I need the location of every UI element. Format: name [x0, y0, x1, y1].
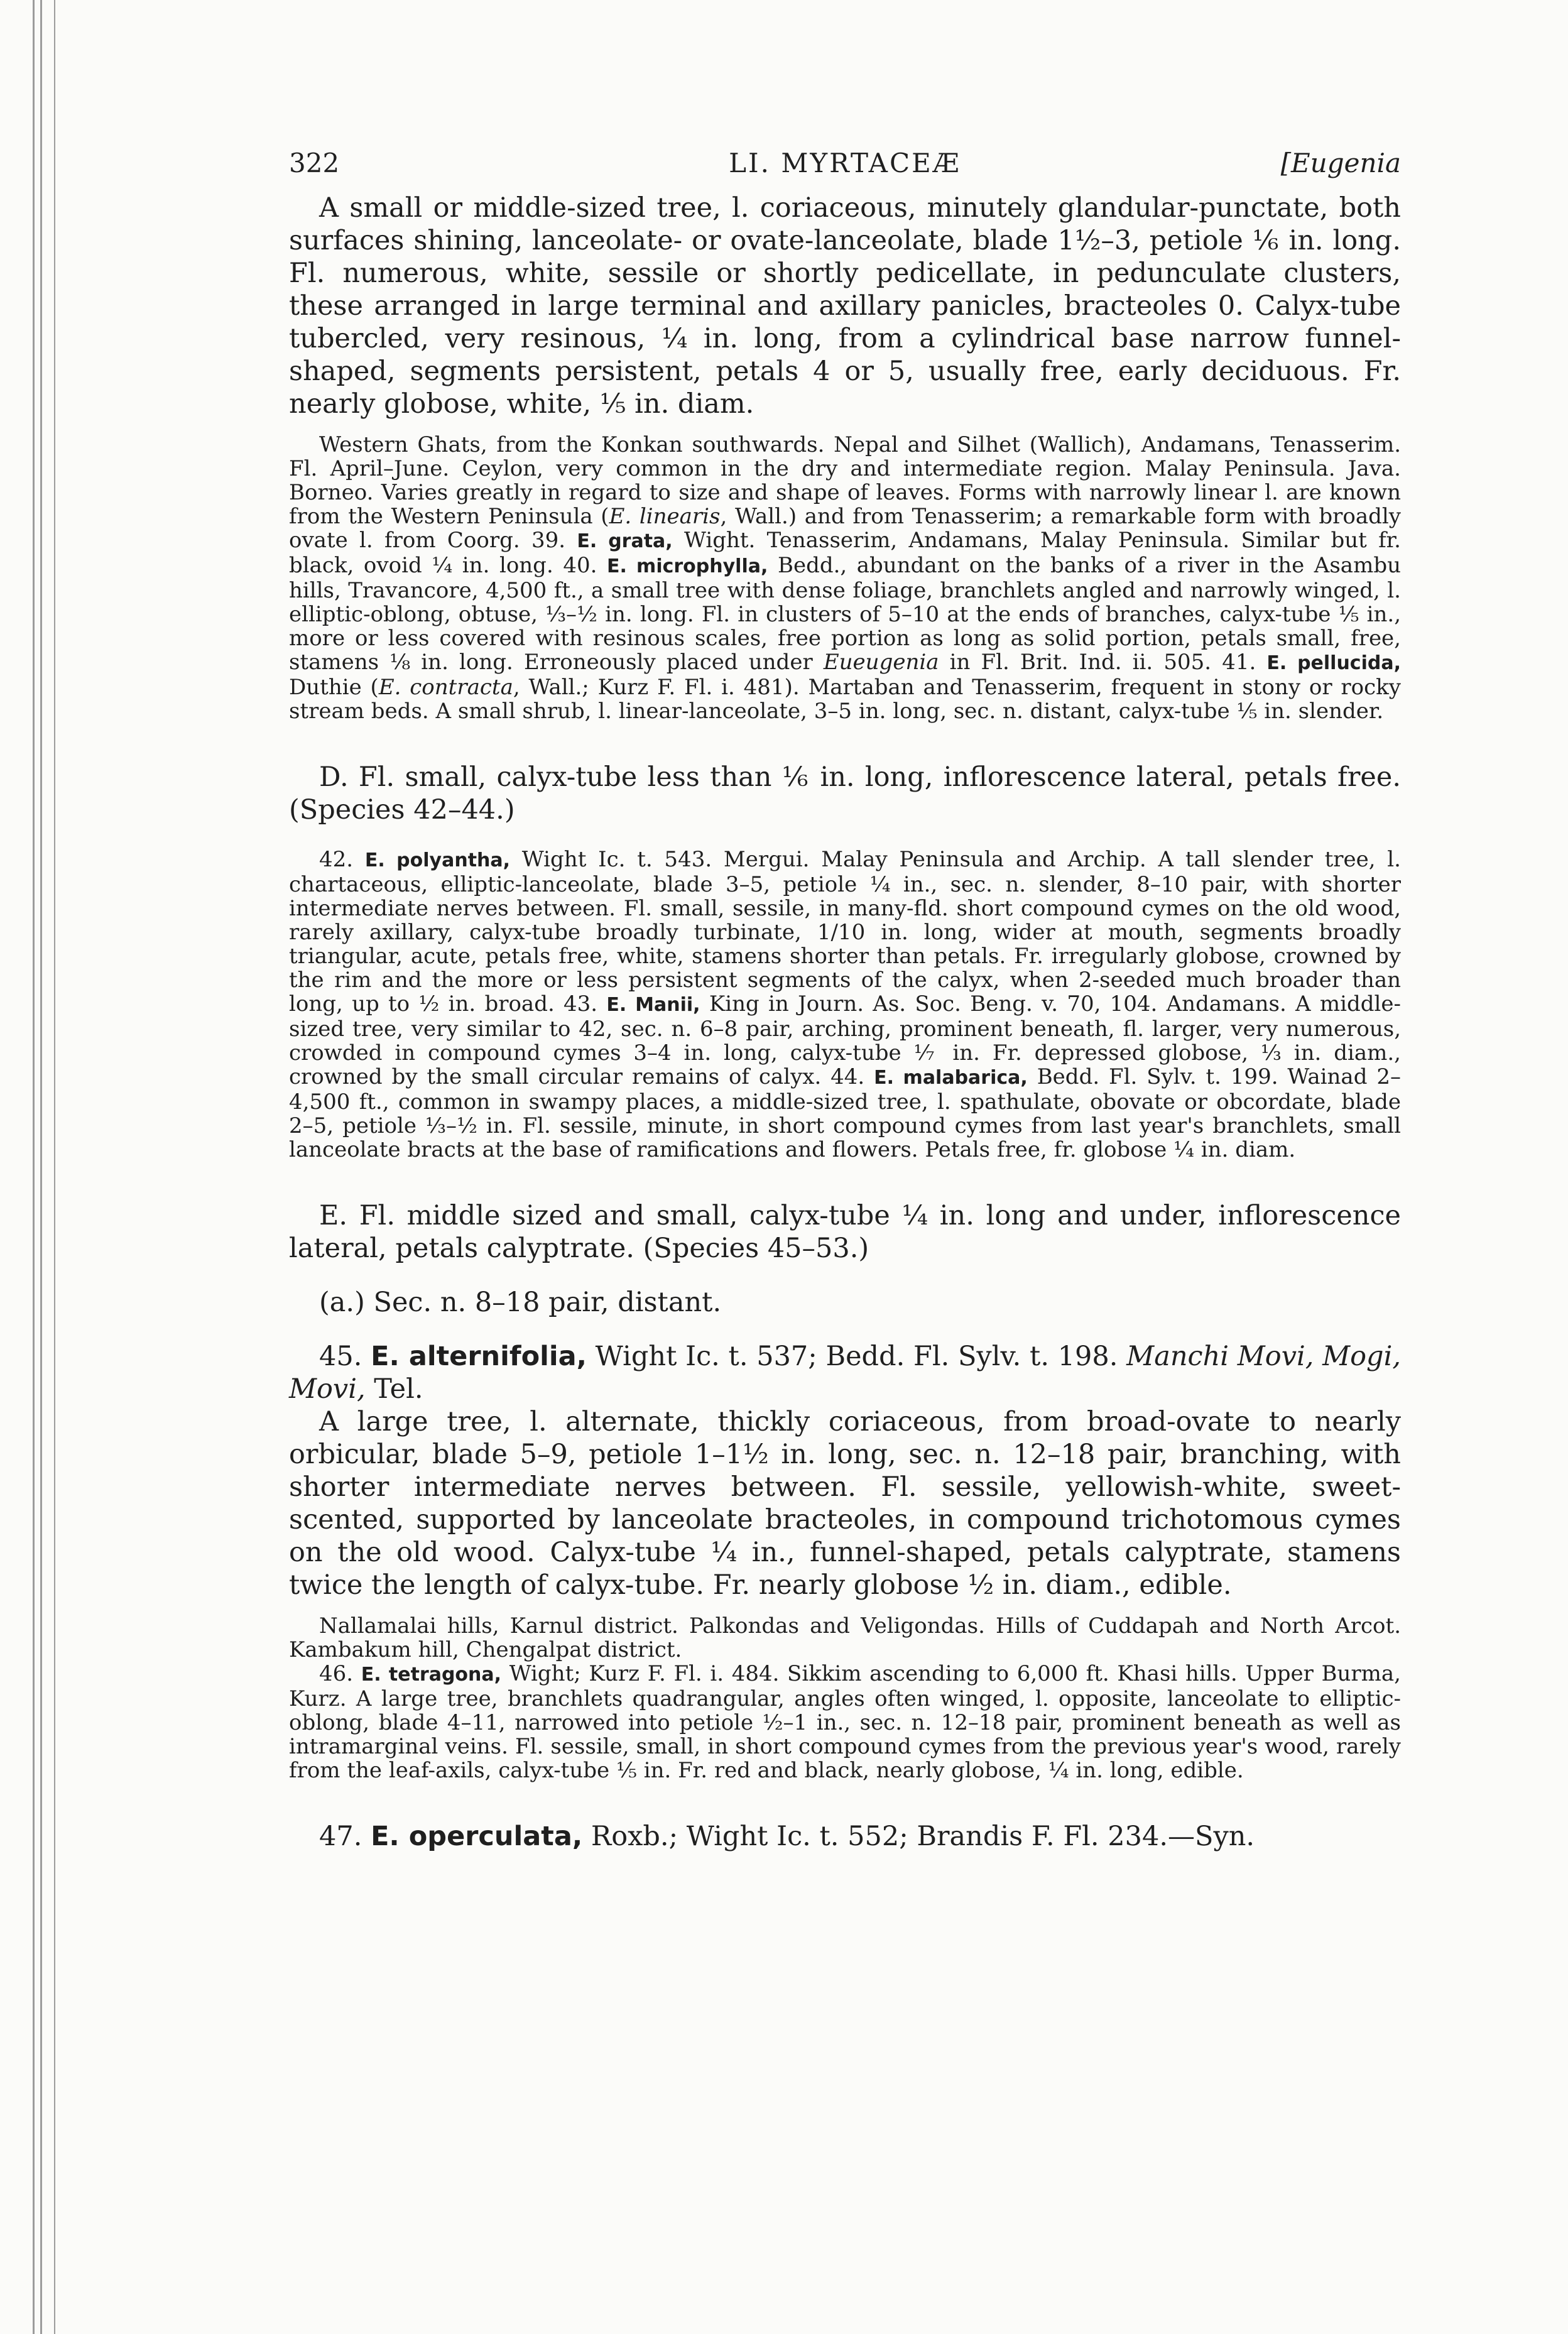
distribution-note-45: Nallamalai hills, Karnul district. Palkondas and Veligondas. Hills of Cuddapah and North Arcot. Kambakum hill, Chengalpat district.: [289, 1613, 1401, 1662]
species-heading-45: 45. E. alternifolia, Wight Ic. t. 537; Bedd. Fl. Sylv. t. 198. Manchi Movi, Mogi, Movi, Tel.: [289, 1341, 1401, 1405]
scan-edge-line: [40, 0, 42, 2334]
running-title: LI. MYRTACEÆ: [729, 148, 961, 178]
species-heading-47: 47. E. operculata, Roxb.; Wight Ic. t. 552; Brandis F. Fl. 234.—Syn.: [319, 1821, 1255, 1852]
species-name: E. microphylla,: [606, 555, 768, 577]
section-heading-d: D. Fl. small, calyx-tube less than ⅙ in. long, inflorescence lateral, petals free. (Species 42–44.): [289, 761, 1401, 826]
species-name: E. Manii,: [606, 994, 700, 1016]
species-name: E. polyantha,: [364, 849, 511, 871]
genus-tag: [Eugenia: [1280, 148, 1401, 178]
species-name: E. malabarica,: [874, 1067, 1028, 1089]
page-header: [289, 141, 1401, 192]
species-notes-42-44: 42. E. polyantha, Wight Ic. t. 543. Mergui. Malay Peninsula and Archip. A tall slender tree, l. chartaceous, elliptic-lanceolate, blade 3–5, petiole ¼ in., sec. n. slender, 8–10 pair, with shorter intermediate nerves between. Fl. small, sessile, in many-fld. short compound cymes on the old wood, rarely axillary, calyx-tube broadly turbinate, 1/10 in. long, wider at mouth, segments broadly triangular, acute, petals free, white, stamens shorter than petals. Fr. irregularly globose, crowned by the rim and the more or less persistent segments of the calyx, when 2-seeded much broader than long, up to ½ in. broad. 43. E. Manii, King in Journ. As. Soc. Beng. v. 70, 104. Andamans. A middle-sized tree, very similar to 42, sec. n. 6–8 pair, arching, prominent beneath, fl. larger, very numerous, crowded in compound cymes 3–4 in. long, calyx-tube ⅐ in. Fr. depressed globose, ⅓ in. diam., crowned by the small circular remains of calyx. 44. E. malabarica, Bedd. Fl. Sylv. t. 199. Wainad 2–4,500 ft., common in swampy places, a middle-sized tree, l. spathulate, obovate or obcordate, blade 2–5, petiole ⅓–½ in. Fl. sessile, minute, in short compound cymes from last year's branchlets, small lanceolate bracts at the base of ramifications and flowers. Petals free, fr. globose ¼ in. diam.: [289, 847, 1401, 1162]
species-name: E. tetragona,: [361, 1664, 502, 1686]
species-description-45: A large tree, l. alternate, thickly coriaceous, from broad-ovate to nearly orbicular, blade 5–9, petiole 1–1½ in. long, sec. n. 12–18 pair, branching, with shorter intermediate nerves between. Fl. sessile, yellowish-white, sweet-scented, supported by lanceolate bracteoles, in compound trichotomous cymes on the old wood. Calyx-tube ¼ in., funnel-shaped, petals calyptrate, stamens twice the length of calyx-tube. Fr. nearly globose ½ in. diam., edible.: [289, 1406, 1401, 1601]
species-name: E. operculata,: [371, 1821, 583, 1852]
section-heading-e: E. Fl. middle sized and small, calyx-tube ¼ in. long and under, inflorescence lateral, petals calyptrate. (Species 45–53.): [289, 1200, 1401, 1264]
subsection-heading-a: (a.) Sec. n. 8–18 pair, distant.: [319, 1287, 722, 1318]
species-description: A small or middle-sized tree, l. coriaceous, minutely glandular-punctate, both surfaces shining, lanceolate- or ovate-lanceolate, blade 1½–3, petiole ⅙ in. long. Fl. numerous, white, sessile or shortly pedicellate, in pedunculate clusters, these arranged in large terminal and axillary panicles, bracteoles 0. Calyx-tube tubercled, very resinous, ¼ in. long, from a cylindrical base narrow funnel-shaped, segments persistent, petals 4 or 5, usually free, early deciduous. Fr. nearly globose, white, ⅕ in. diam.: [289, 192, 1401, 420]
species-name: E. grata,: [577, 530, 673, 552]
page-number: 322: [289, 148, 340, 178]
species-name: E. alternifolia,: [371, 1341, 587, 1372]
scan-edge-line: [54, 0, 55, 2334]
scan-edge-line: [33, 0, 35, 2334]
species-name: E. pellucida,: [1266, 652, 1401, 674]
book-page: [289, 141, 1401, 1853]
species-note-46: 46. E. tetragona, Wight; Kurz F. Fl. i. 484. Sikkim ascending to 6,000 ft. Khasi hills. Upper Burma, Kurz. A large tree, branchlets quadrangular, angles often winged, l. opposite, lanceolate to elliptic-oblong, blade 4–11, narrowed into petiole ½–1 in., sec. n. 12–18 pair, prominent beneath as well as intramarginal veins. Fl. sessile, small, in short compound cymes from the previous year's wood, rarely from the leaf-axils, calyx-tube ⅕ in. Fr. red and black, nearly globose, ¼ in. long, edible.: [289, 1661, 1401, 1783]
distribution-note: Western Ghats, from the Konkan southwards. Nepal and Silhet (Wallich), Andamans, Tenasserim. Fl. April–June. Ceylon, very common in the dry and intermediate region. Malay Peninsula. Java. Borneo. Varies greatly in regard to size and shape of leaves. Forms with narrowly linear l. are known from the Western Peninsula (E. linearis, Wall.) and from Tenasserim; a remarkable form with broadly ovate l. from Coorg. 39. E. grata, Wight. Tenasserim, Andamans, Malay Peninsula. Similar but fr. black, ovoid ¼ in. long. 40. E. microphylla, Bedd., abundant on the banks of a river in the Asambu hills, Travancore, 4,500 ft., a small tree with dense foliage, branchlets angled and narrowly winged, l. elliptic-oblong, obtuse, ⅓–½ in. long. Fl. in clusters of 5–10 at the ends of branches, calyx-tube ⅕ in., more or less covered with resinous scales, free portion as long as solid portion, petals small, free, stamens ⅛ in. long. Erroneously placed under Eueugenia in Fl. Brit. Ind. ii. 505. 41. E. pellucida, Duthie (E. contracta, Wall.; Kurz F. Fl. i. 481). Martaban and Tenasserim, frequent in stony or rocky stream beds. A small shrub, l. linear-lanceolate, 3–5 in. long, sec. n. distant, calyx-tube ⅕ in. slender.: [289, 432, 1402, 724]
